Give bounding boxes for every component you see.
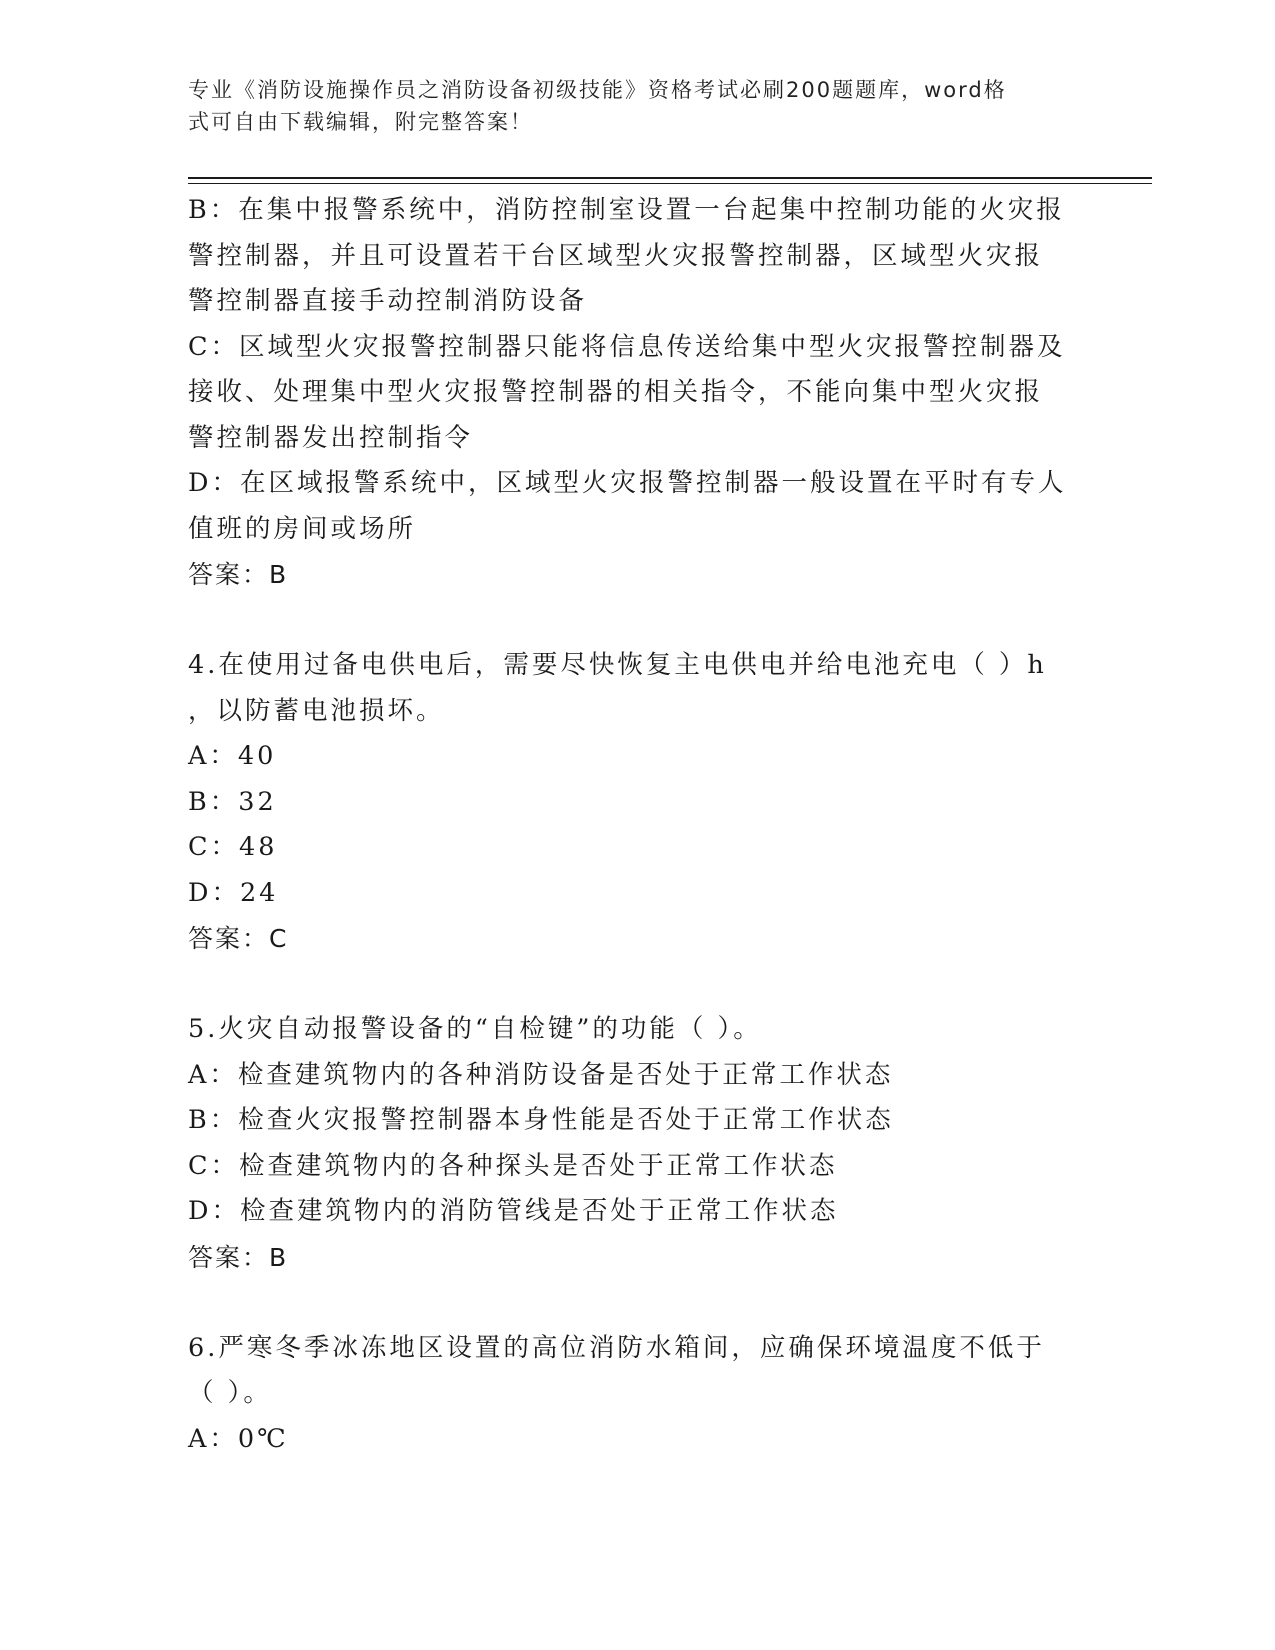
option-c — [188, 325, 1088, 462]
option-line: 警控制器发出控制指令 — [188, 422, 474, 453]
document-header — [188, 74, 1068, 138]
spacer — [188, 962, 1088, 1008]
option-a: A：40 — [188, 741, 277, 771]
option-c: C：48 — [188, 832, 278, 862]
question-stem: （ ）。 — [188, 1378, 272, 1408]
option-a: A：检查建筑物内的各种消防设备是否处于正常工作状态 — [188, 1059, 894, 1090]
option-line: D：在区域报警系统中，区域型火灾报警控制器一般设置在平时有专人 — [188, 468, 1067, 498]
option-line: 警控制器直接手动控制消防设备 — [188, 286, 588, 316]
question-5 — [188, 1007, 1088, 1280]
question-stem: 5.火灾自动报警设备的“自检键”的功能（ ）。 — [188, 1014, 762, 1044]
question-stem: ，以防蓄电池损坏。 — [188, 695, 445, 726]
option-d: D：检查建筑物内的消防管线是否处于正常工作状态 — [188, 1196, 839, 1226]
option-line: 值班的房间或场所 — [188, 513, 417, 544]
header-line-1: 专业《消防设施操作员之消防设备初级技能》资格考试必刷200题题库，word格 — [188, 78, 1007, 102]
option-d — [188, 461, 1088, 552]
spacer — [188, 598, 1088, 644]
question-3-continued — [188, 188, 1088, 598]
spacer — [188, 1280, 1088, 1326]
option-line: 接收、处理集中型火灾报警控制器的相关指令，不能向集中型火灾报 — [188, 377, 1044, 407]
answer-line: 答案：B — [188, 560, 289, 589]
document-body — [188, 188, 1088, 1462]
question-4 — [188, 643, 1088, 962]
option-line: C：区域型火灾报警控制器只能将信息传送给集中型火灾报警控制器及 — [188, 331, 1066, 362]
option-b: B：检查火灾报警控制器本身性能是否处于正常工作状态 — [188, 1105, 894, 1135]
header-divider-thick — [188, 177, 1152, 179]
header-divider-thin — [188, 183, 1152, 184]
option-c: C：检查建筑物内的各种探头是否处于正常工作状态 — [188, 1150, 838, 1181]
option-b: B：32 — [188, 786, 277, 817]
question-6 — [188, 1326, 1088, 1463]
answer-line: 答案：C — [188, 924, 289, 953]
option-b — [188, 188, 1088, 325]
question-stem: 4.在使用过备电供电后，需要尽快恢复主电供电并给电池充电（ ）h — [188, 650, 1047, 680]
header-line-2: 式可自由下载编辑，附完整答案！ — [188, 110, 533, 134]
option-a: A：0℃ — [188, 1423, 289, 1454]
answer-line: 答案：B — [188, 1242, 289, 1272]
option-line: 警控制器，并且可设置若干台区域型火灾报警控制器，区域型火灾报 — [188, 240, 1044, 271]
option-d: D：24 — [188, 877, 279, 908]
question-stem: 6.严寒冬季冰冻地区设置的高位消防水箱间，应确保环境温度不低于 — [188, 1332, 1045, 1363]
option-line: B：在集中报警系统中，消防控制室设置一台起集中控制功能的火灾报 — [188, 195, 1065, 225]
